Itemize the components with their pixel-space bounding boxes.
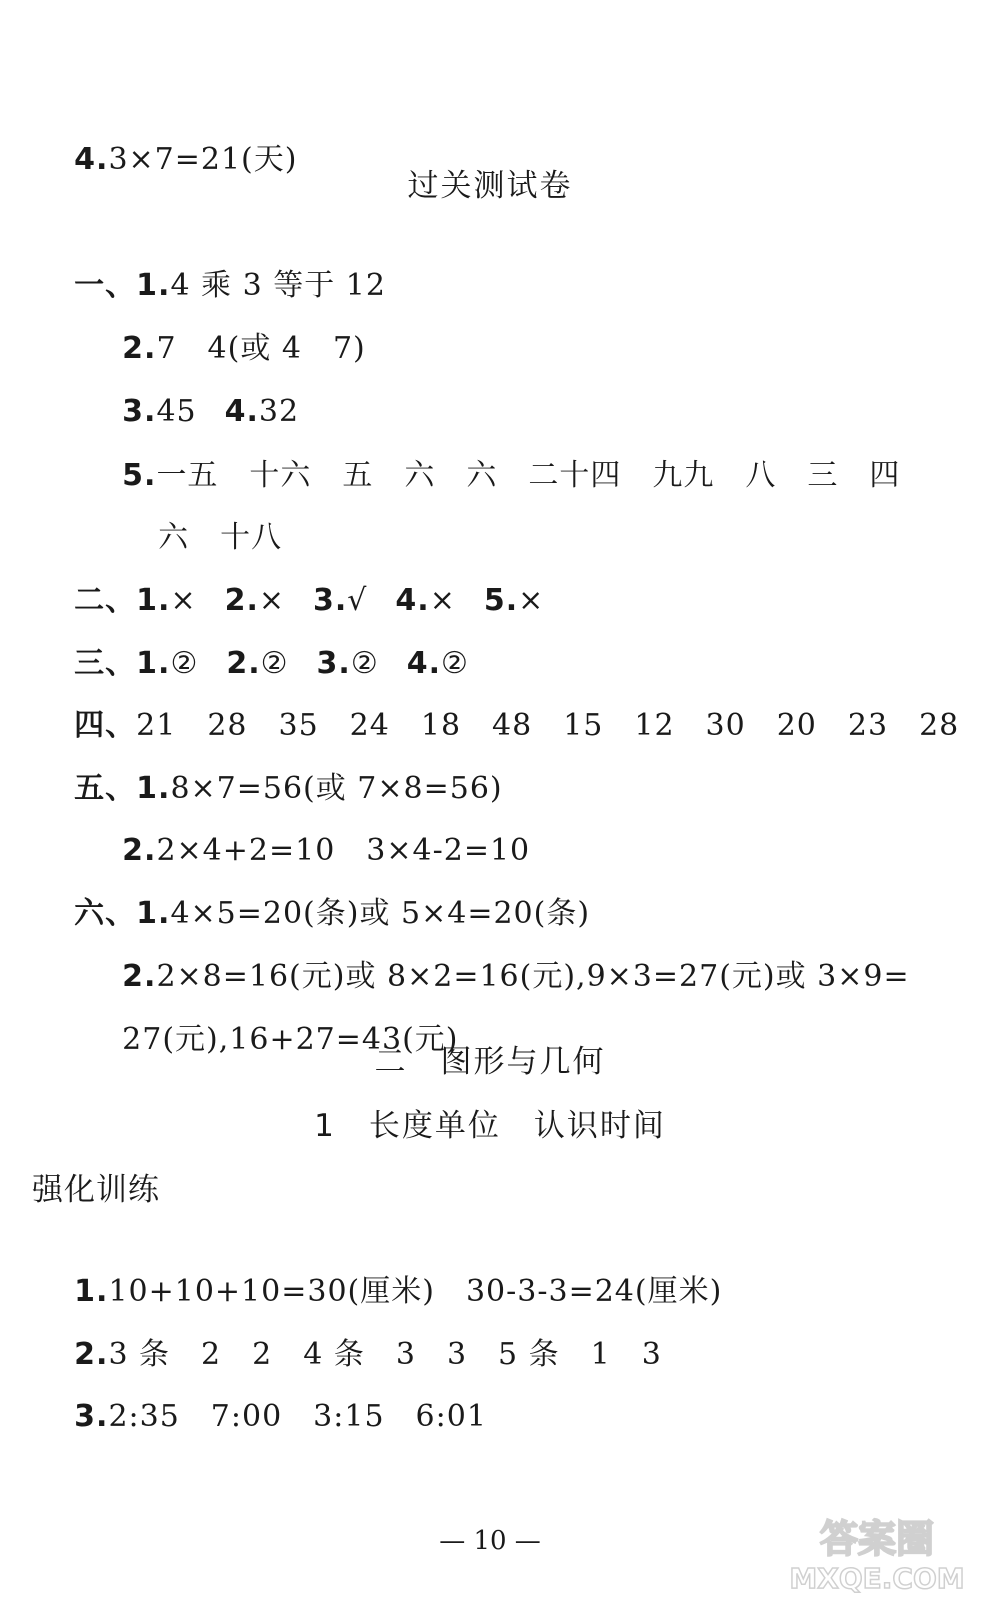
answer-line: 六、1.4×5=20(条)或 5×4=20(条)	[74, 896, 591, 931]
answer-line: 4.3×7=21(天)	[74, 142, 298, 177]
subsection-title: 强化训练	[32, 1172, 160, 1208]
watermark-logo	[785, 1506, 970, 1596]
answer-line: 27(元),16+27=43(元)	[122, 1022, 459, 1057]
page-number: — 10 —	[439, 1526, 541, 1556]
watermark-url: MXQE.COM	[789, 1562, 965, 1595]
answer-line: 1.10+10+10=30(厘米) 30-3-3=24(厘米)	[74, 1274, 723, 1309]
answer-line: 四、21 28 35 24 18 48 15 12 30 20 23 28	[74, 708, 960, 743]
answer-line: 二、1.× 2.× 3.√ 4.× 5.×	[74, 583, 545, 618]
section-title: 1 长度单位 认识时间	[314, 1108, 666, 1144]
chapter-title: 二 图形与几何	[374, 1044, 606, 1080]
watermark-text: 答案圈	[819, 1517, 935, 1561]
answer-line: 3.45 4.32	[122, 394, 300, 429]
answer-line: 六 十八	[158, 520, 283, 555]
answer-line: 2.2×8=16(元)或 8×2=16(元),9×3=27(元)或 3×9=	[122, 959, 910, 994]
section-title: 过关测试卷	[407, 168, 573, 204]
answer-line: 5.一五 十六 五 六 六 二十四 九九 八 三 四	[122, 458, 901, 493]
answer-line: 五、1.8×7=56(或 7×8=56)	[74, 771, 503, 806]
answer-line: 3.2:35 7:00 3:15 6:01	[74, 1399, 487, 1434]
answer-line: 2.7 4(或 4 7)	[122, 331, 366, 366]
answer-line: 一、1.4 乘 3 等于 12	[74, 268, 386, 303]
answer-line: 2.2×4+2=10 3×4-2=10	[122, 833, 531, 868]
answer-line: 2.3 条 2 2 4 条 3 3 5 条 1 3	[74, 1337, 662, 1372]
answer-line: 三、1.② 2.② 3.② 4.②	[74, 646, 469, 681]
